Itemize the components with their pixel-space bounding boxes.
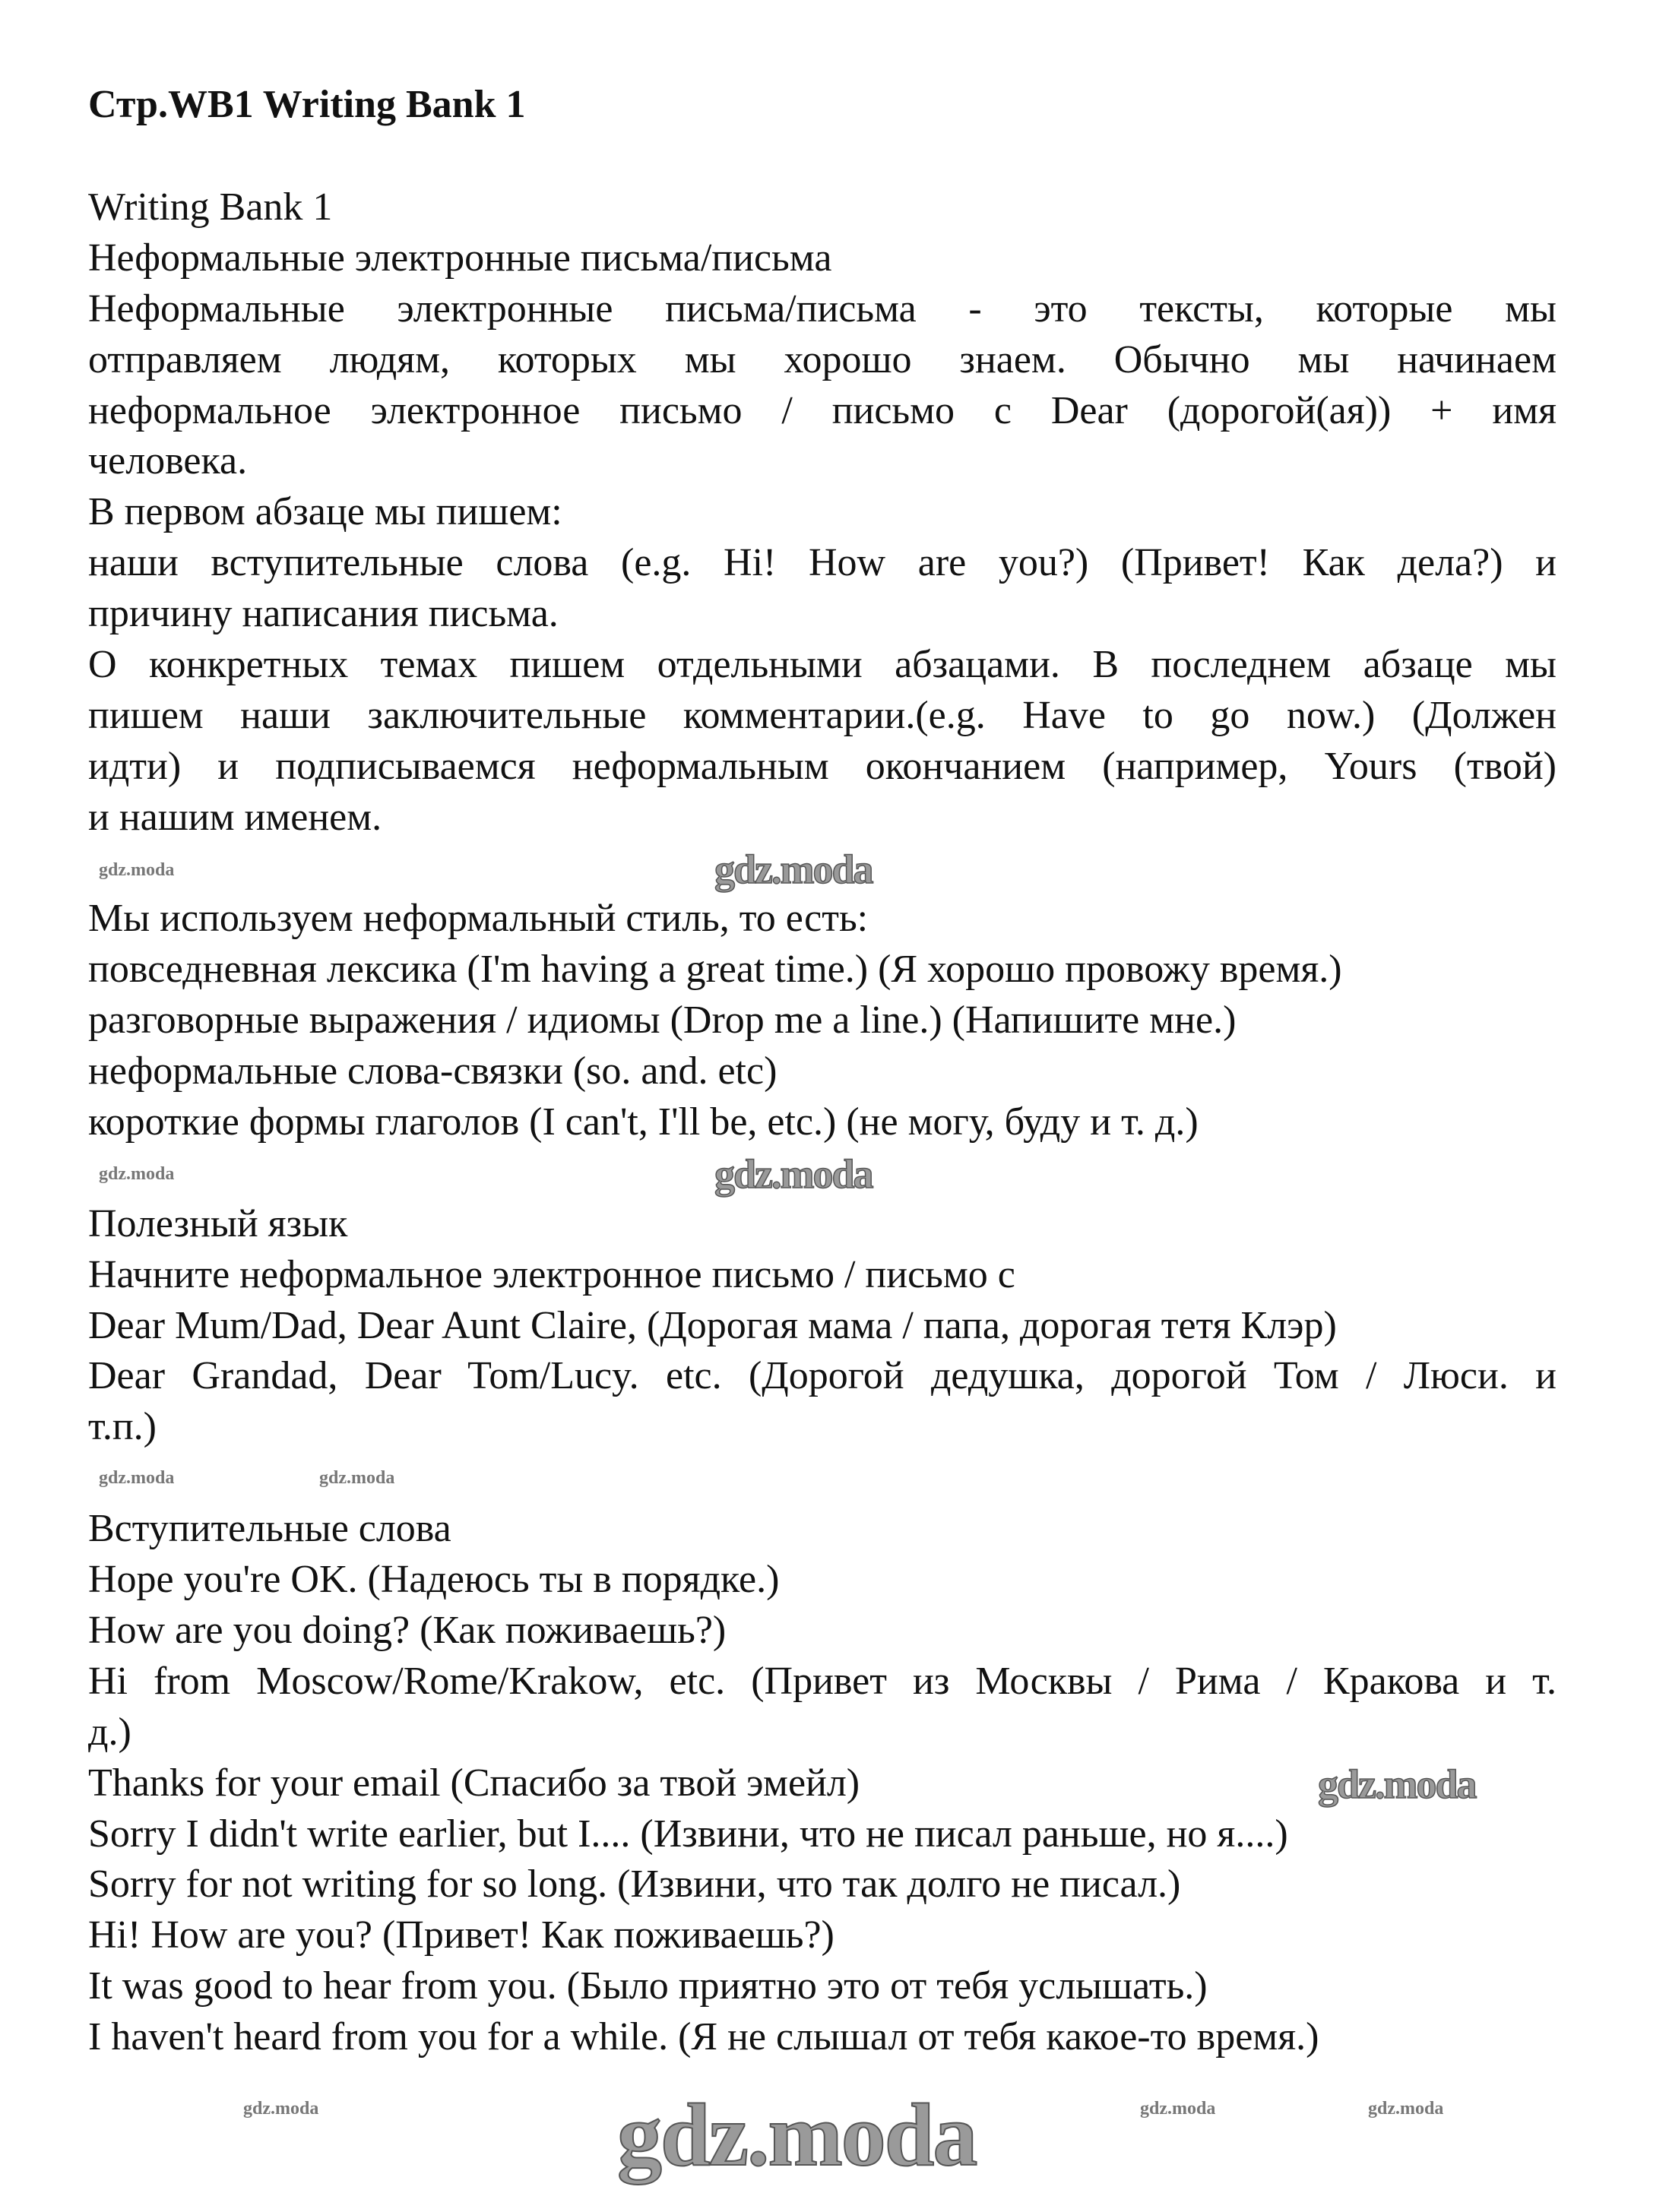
paragraph — [88, 182, 1557, 233]
text-line: Sorry I didn't write earlier, but I.... (Извини, что не писал раньше, но я....) — [88, 1812, 1288, 1856]
text-line: Thanks for your email (Спасибо за твой эмейл) — [88, 1761, 860, 1805]
text-line: неформальные слова-связки (so. and. etc) — [88, 1049, 777, 1093]
watermark: gdz.moda — [1368, 2099, 1444, 2119]
text-line: I haven't heard from you for a while. (Я не слышал от тебя какое-то время.) — [88, 2015, 1319, 2059]
text-line: О конкретных темах пишем отдельными абзацами. В последнем абзаце мы — [88, 643, 1557, 687]
paragraph — [88, 233, 1557, 284]
text-line: Начните неформальное электронное письмо / письмо с — [88, 1252, 1015, 1296]
text-line: Sorry for not writing for so long. (Извини, что так долго не писал.) — [88, 1862, 1181, 1907]
text-line: пишем наши заключительные комментарии.(e.g. Have to go now.) (Должен — [88, 693, 1557, 737]
text-line: и нашим именем. — [88, 795, 382, 839]
text-line: Полезный язык — [88, 1201, 348, 1245]
text-line: Неформальные электронные письма/письма - это тексты, которые мы — [88, 286, 1557, 331]
blank-line — [88, 1453, 1557, 1504]
watermark: gdz.moda — [99, 860, 175, 880]
paragraph — [88, 1351, 1557, 1453]
text-line: повседневная лексика (I'm having a great time.) (Я хорошо провожу время.) — [88, 948, 1342, 992]
text-line: How are you doing? (Как поживаешь?) — [88, 1608, 727, 1652]
watermark: gdz.moda — [714, 1151, 873, 1197]
text-line: разговорные выражения / идиомы (Drop me a line.) (Напишите мне.) — [88, 998, 1237, 1043]
paragraph — [88, 1199, 1557, 1352]
paragraph — [88, 284, 1557, 488]
watermark: gdz.moda — [1318, 1761, 1476, 1807]
watermark: gdz.moda — [243, 2099, 319, 2119]
text-line: короткие формы глаголов (I can't, I'll be, etc.) (не могу, буду и т. д.) — [88, 1100, 1199, 1144]
text-line: Writing Bank 1 — [88, 185, 333, 229]
watermark: gdz.moda — [99, 1468, 175, 1488]
text-line: наши вступительные слова (e.g. Hi! How are you?) (Привет! Как дела?) и — [88, 541, 1557, 585]
watermark: gdz.moda — [1140, 2099, 1216, 2119]
text-line: т.п.) — [88, 1405, 157, 1449]
watermark: gdz.moda — [714, 847, 873, 892]
text-line: В первом абзаце мы пишем: — [88, 490, 562, 534]
paragraph — [88, 1657, 1557, 1758]
text-line: Hope you're OK. (Надеюсь ты в порядке.) — [88, 1558, 780, 1602]
watermark: gdz.moda — [617, 2085, 977, 2185]
paragraph — [88, 1504, 1557, 1657]
paragraph — [88, 640, 1557, 843]
watermark: gdz.moda — [319, 1468, 395, 1488]
watermark: gdz.moda — [99, 1164, 175, 1184]
text-line: Мы используем неформальный стиль, то есть: — [88, 897, 869, 941]
paragraph — [88, 538, 1557, 640]
text-line: человека. — [88, 439, 248, 483]
text-line: неформальное электронное письмо / письмо с Dear (дорогой(ая)) + имя — [88, 388, 1557, 432]
page-title: Стр.WB1 Writing Bank 1 — [88, 83, 526, 126]
text-line: отправляем людям, которых мы хорошо знаем. Обычно мы начинаем — [88, 337, 1557, 381]
text-line: идти) и подписываемся неформальным окончанием (например, Yours (твой) — [88, 744, 1557, 788]
paragraph — [88, 487, 1557, 538]
text-line: It was good to hear from you. (Было приятно это от тебя услышать.) — [88, 1964, 1208, 2008]
text-line: Dear Mum/Dad, Dear Aunt Claire, (Дорогая мама / папа, дорогая тетя Клэр) — [88, 1303, 1337, 1347]
text-line: Вступительные слова — [88, 1507, 451, 1551]
text-line: д.) — [88, 1710, 131, 1754]
text-line: причину написания письма. — [88, 592, 559, 636]
text-line: Hi! How are you? (Привет! Как поживаешь?) — [88, 1913, 834, 1957]
text-line: Hi from Moscow/Rome/Krakow, etc. (Привет из Москвы / Рима / Кракова и т. — [88, 1659, 1557, 1703]
text-line: Dear Grandad, Dear Tom/Lucy. etc. (Дорогой дедушка, дорогой Том / Люси. и — [88, 1354, 1557, 1398]
text-line: Неформальные электронные письма/письма — [88, 236, 832, 280]
paragraph — [88, 894, 1557, 1147]
